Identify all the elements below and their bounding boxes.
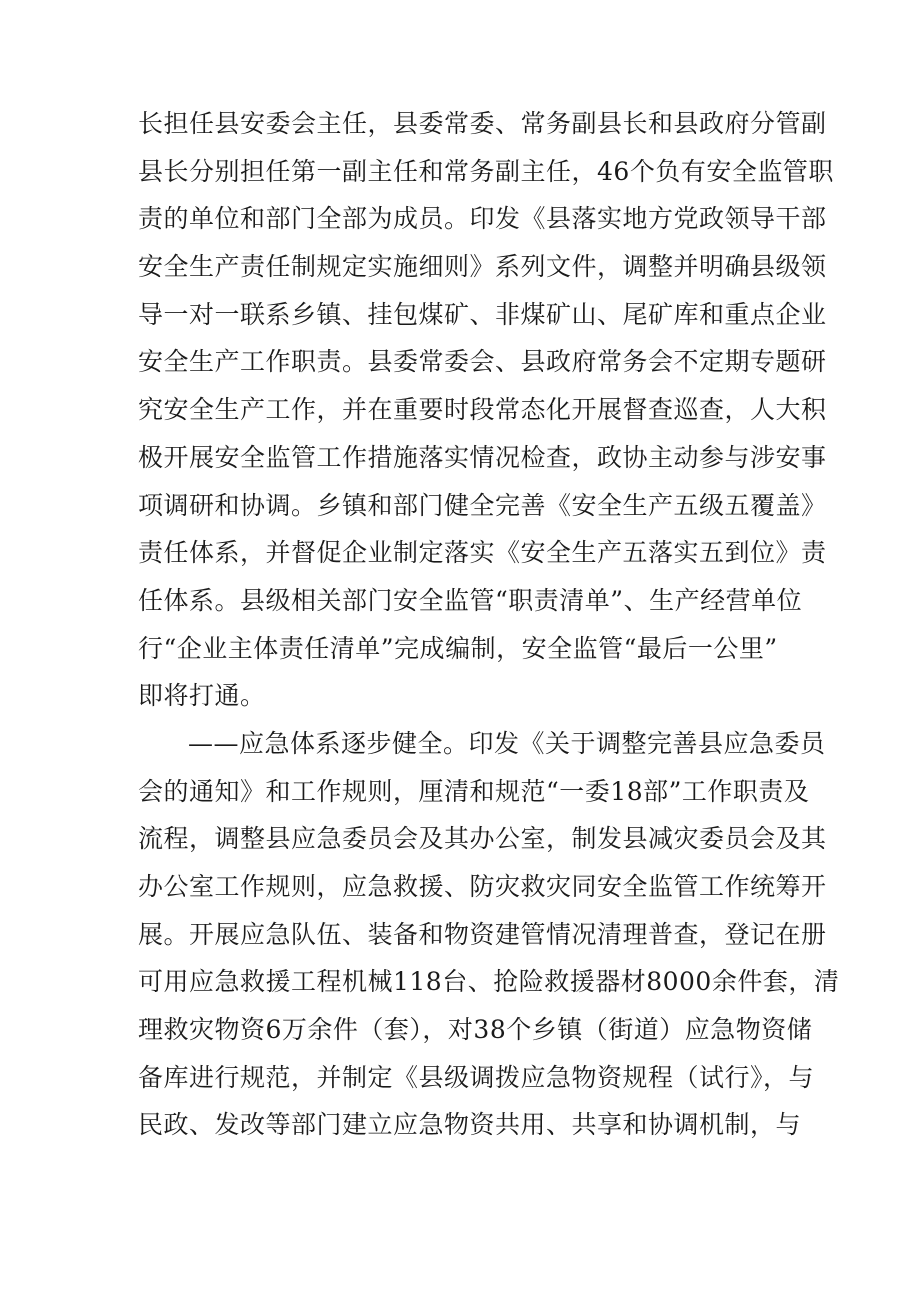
text-line: 县长分别担任第一副主任和常务副主任，46个负有安全监管职: [138, 156, 834, 186]
text-line: 责的单位和部门全部为成员。印发《县落实地方党政领导干部: [138, 204, 827, 234]
text-line: 可用应急救援工程机械118台、抢险救援器材8000余件套，清: [138, 967, 840, 997]
paragraph-1: [138, 100, 834, 720]
text-line: 究安全生产工作，并在重要时段常态化开展督查巡查，人大积: [138, 395, 827, 425]
text-line: 会的通知》和工作规则，厘清和规范“一委18部”工作职责及: [138, 776, 810, 806]
text-line: 流程，调整县应急委员会及其办公室，制发县减灾委员会及其: [138, 824, 827, 854]
text-line: 项调研和协调。乡镇和部门健全完善《安全生产五级五覆盖》: [138, 490, 827, 520]
text-line: 安全生产责任制规定实施细则》系列文件，调整并明确县级领: [138, 252, 827, 282]
body-text: [138, 100, 840, 1149]
text-line: 极开展安全监管工作措施落实情况检查，政协主动参与涉安事: [138, 442, 827, 472]
text-line: 民政、发改等部门建立应急物资共用、共享和协调机制，与: [138, 1110, 802, 1140]
paragraph-2: [138, 720, 840, 1149]
text-line: 导一对一联系乡镇、挂包煤矿、非煤矿山、尾矿库和重点企业: [138, 299, 827, 329]
text-line: 安全生产工作职责。县委常委会、县政府常务会不定期专题研: [138, 347, 827, 377]
text-line: 即将打通。: [138, 681, 266, 711]
text-line: 理救灾物资6万余件（套），对38个乡镇（街道）应急物资储: [138, 1015, 813, 1045]
text-line: 展。开展应急队伍、装备和物资建管情况清理普查，登记在册: [138, 919, 827, 949]
text-line: 责任体系，并督促企业制定落实《安全生产五落实五到位》责: [138, 538, 827, 568]
text-line: 备库进行规范，并制定《县级调拨应急物资规程（试行》，与: [138, 1062, 815, 1092]
text-line: 任体系。县级相关部门安全监管“职责清单”、生产经营单位: [138, 585, 803, 615]
text-line: 办公室工作规则，应急救援、防灾救灾同安全监管工作统筹开: [138, 872, 827, 901]
text-line: 长担任县安委会主任，县委常委、常务副县长和县政府分管副: [138, 109, 827, 138]
text-line: 行“企业主体责任清单”完成编制，安全监管“最后一公里”: [138, 633, 778, 663]
text-line: ——应急体系逐步健全。印发《关于调整完善县应急委员: [188, 728, 826, 758]
